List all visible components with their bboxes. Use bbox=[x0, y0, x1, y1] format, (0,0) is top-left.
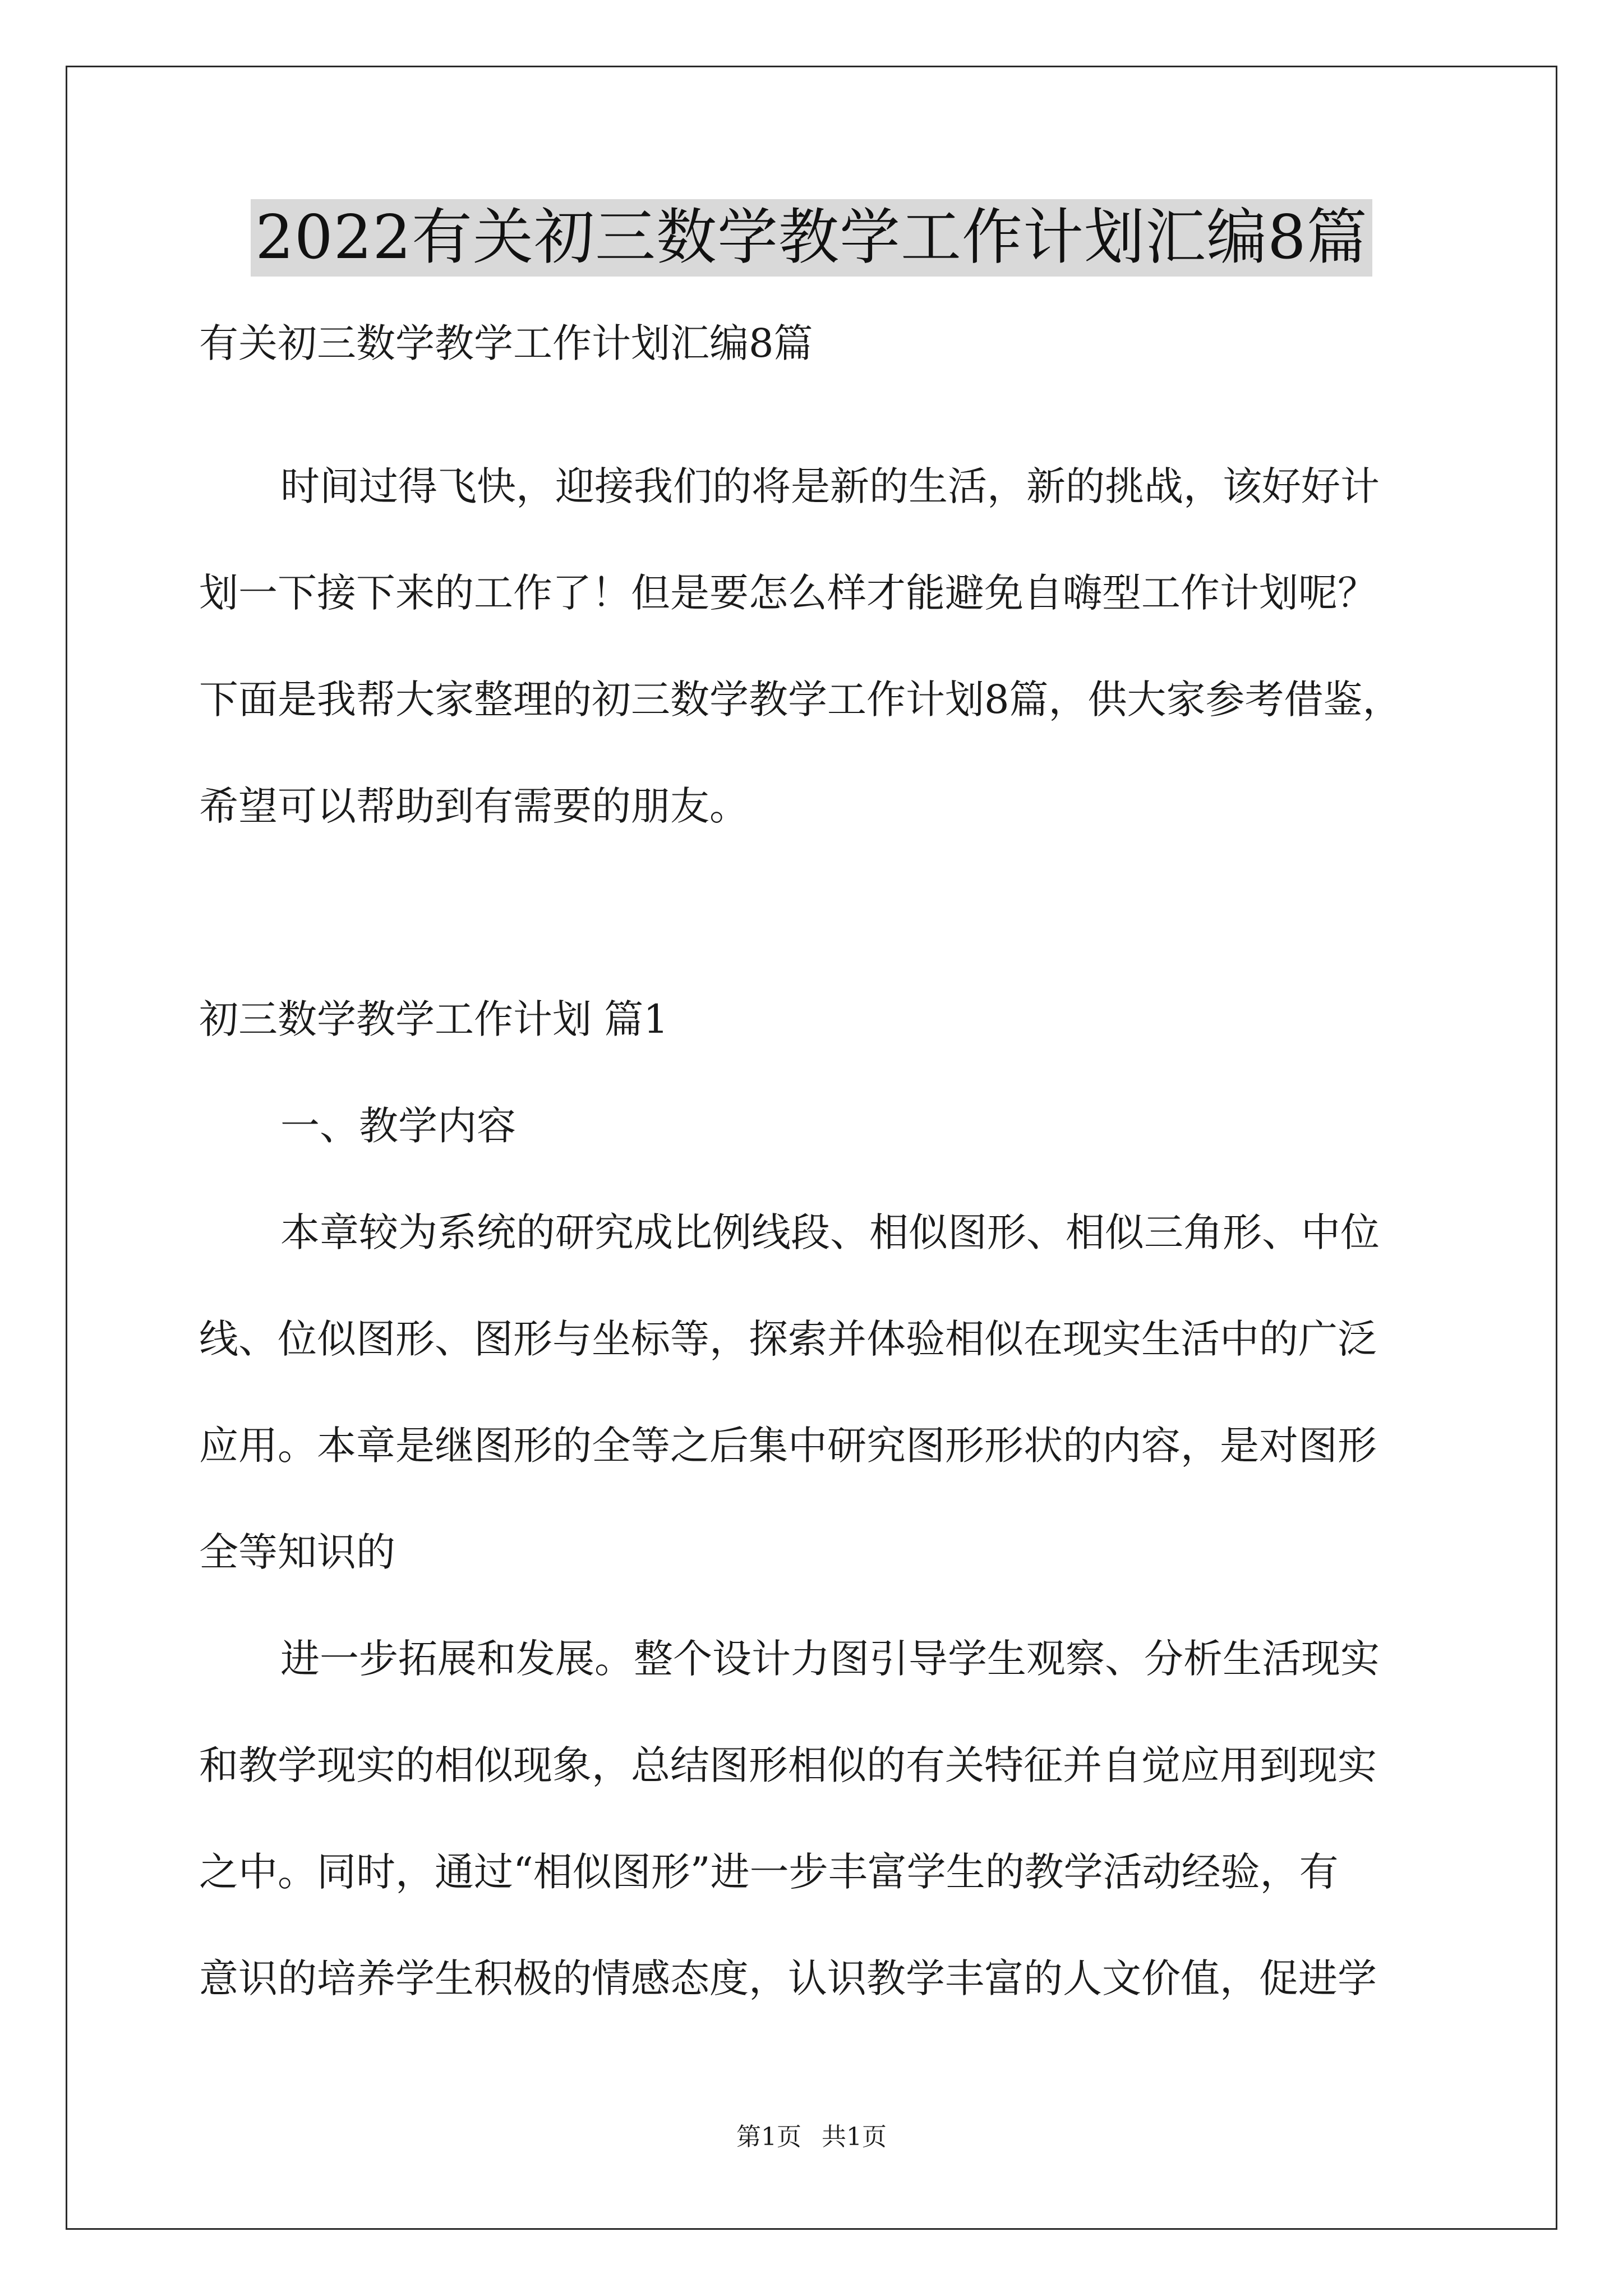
document-title: 2022有关初三数学教学工作计划汇编8篇 bbox=[251, 199, 1372, 277]
section-heading: 初三数学教学工作计划 篇1 bbox=[199, 996, 668, 1042]
title-container bbox=[0, 199, 1623, 277]
paragraph-line: 和教学现实的相似现象，总结图形相似的有关特征并自觉应用到现实 bbox=[199, 1742, 1377, 1788]
intro-line: 希望可以帮助到有需要的朋友。 bbox=[199, 783, 749, 829]
paragraph-line: 线、位似图形、图形与坐标等，探索并体验相似在现实生活中的广泛 bbox=[199, 1316, 1377, 1362]
page-total: 共1页 bbox=[822, 2123, 887, 2151]
paragraph-line: 本章较为系统的研究成比例线段、相似图形、相似三角形、中位 bbox=[280, 1209, 1380, 1255]
paragraph-line: 全等知识的 bbox=[199, 1529, 395, 1575]
document-subtitle: 有关初三数学教学工作计划汇编8篇 bbox=[199, 320, 813, 366]
page-number: 第1页 bbox=[736, 2123, 801, 2151]
intro-line: 下面是我帮大家整理的初三数学教学工作计划8篇，供大家参考借鉴， bbox=[199, 677, 1402, 723]
paragraph-line: 之中。同时，通过“相似图形”进一步丰富学生的教学活动经验，有 bbox=[199, 1849, 1339, 1895]
subsection-heading: 一、教学内容 bbox=[280, 1103, 516, 1149]
intro-line: 划一下接下来的工作了！但是要怎么样才能避免自嗨型工作计划呢？ bbox=[199, 570, 1377, 616]
paragraph-line: 意识的培养学生积极的情感态度，认识教学丰富的人文价值，促进学 bbox=[199, 1955, 1377, 2001]
page-footer bbox=[0, 2120, 1623, 2154]
paragraph-line: 进一步拓展和发展。整个设计力图引导学生观察、分析生活现实 bbox=[280, 1636, 1380, 1682]
intro-line: 时间过得飞快，迎接我们的将是新的生活，新的挑战，该好好计 bbox=[280, 463, 1380, 509]
paragraph-line: 应用。本章是继图形的全等之后集中研究图形形状的内容，是对图形 bbox=[199, 1423, 1377, 1469]
